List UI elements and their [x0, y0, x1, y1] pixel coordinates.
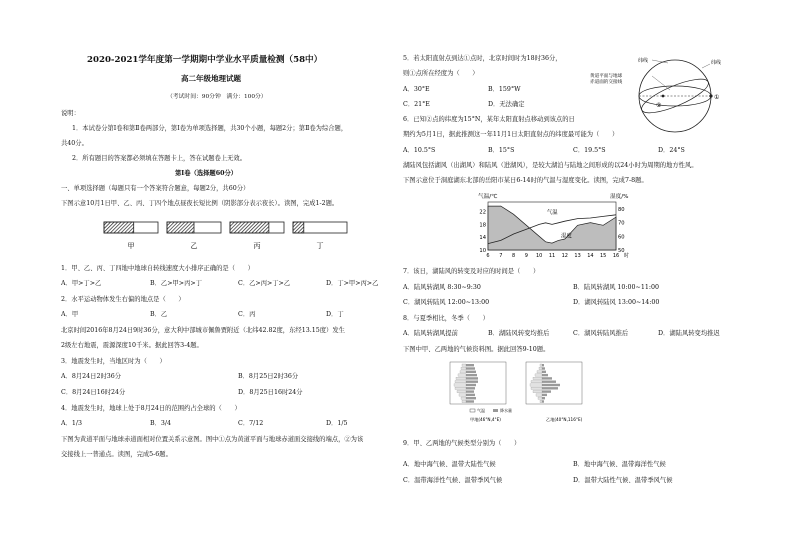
climate-left-prec-bar-6: [466, 381, 478, 383]
climate-right-prec-bar-1: [542, 364, 544, 366]
q8-option-c: C．湖风转陆风推后: [573, 330, 629, 337]
plane-intro-2: 交接线上一普通点。读图，完成5-6题。: [61, 451, 172, 458]
legend-prec-label: 降水量: [500, 408, 512, 413]
q1-option-a: A．甲>丁>乙: [61, 280, 102, 287]
x-tick-6: 6: [486, 253, 490, 259]
x-tick-11: 11: [548, 253, 556, 259]
q6-option-d: D．24°S: [658, 147, 685, 154]
y-axis-left-label: 气温/℃: [478, 194, 498, 200]
x-tick-8: 8: [512, 253, 516, 259]
climate-left-prec-bar-12: [466, 400, 474, 402]
climate-right-temp-bar-7: [530, 384, 542, 386]
page-subtitle: 高二年级地理试题: [181, 74, 241, 83]
q9-option-d: D．温带大陆性气候、温带季风气候: [573, 477, 673, 484]
question-6-line1: 6．已知②点的纬度为15°N，某年太阳直射点移动到该点的日: [403, 116, 575, 123]
climate-right-prec-bar-8: [542, 387, 558, 389]
temp-humidity-chart: [468, 184, 638, 264]
climate-right-temp-bar-10: [536, 394, 542, 396]
q9-option-a: A．地中海气候、温带大陆性气候: [403, 461, 496, 468]
daynight-bar-label-3: 丙: [253, 242, 261, 250]
daynight-bar-label-4: 丁: [316, 242, 324, 250]
left-tick-14: 14: [479, 235, 486, 242]
part1-title: 第Ⅰ卷（选择题60分）: [175, 170, 238, 177]
left-tick-10: 10: [479, 248, 486, 254]
daynight-bar-night-1: [104, 222, 134, 233]
q2-option-c: C．丙: [238, 311, 256, 318]
question-5-line2: 则①点所在经度为（ ）: [403, 70, 479, 77]
climate-left-temp-bar-1: [462, 364, 466, 366]
q5-option-c: C．21°E: [403, 101, 430, 108]
point-2-marker: [662, 95, 665, 98]
instruction-1b: 共40分。: [61, 140, 88, 147]
x-tick-10: 10: [536, 253, 543, 259]
x-axis-unit: 时: [624, 253, 630, 259]
climate-right-temp-bar-5: [533, 377, 542, 379]
daynight-bar-label-1: 甲: [127, 242, 135, 250]
climate-left-prec-bar-10: [466, 394, 475, 396]
legend-temp-swatch: [470, 409, 475, 412]
climate-left-temp-bar-3: [460, 371, 466, 373]
y-axis-right-label: 湿度/%: [610, 194, 629, 200]
climate-intro: 下图中甲、乙两地的气候资料图。据此回答9-10题。: [403, 346, 550, 353]
question-9: 9．甲、乙两地的气候类型分别为（ ）: [403, 440, 521, 447]
climate-right-prec-bar-12: [542, 400, 544, 402]
climate-right-prec-bar-7: [542, 384, 560, 386]
x-tick-9: 9: [524, 253, 528, 259]
instructions-label: 说明：: [61, 110, 80, 117]
q6-option-c: C．19.5°S: [573, 147, 606, 154]
q7-option-d: D．湖风转陆风 13:00~14:00: [573, 299, 660, 306]
q4-option-d: D．1/5: [326, 420, 348, 427]
climate-left-prec-bar-4: [466, 374, 477, 376]
q4-option-c: C．7/12: [238, 420, 264, 427]
climate-left-temp-bar-11: [461, 397, 466, 399]
climate-left-temp-bar-9: [457, 390, 466, 392]
q7-option-b: B．陆风转湖风 10:00~11:00: [573, 284, 659, 291]
climate-charts: [448, 358, 618, 424]
instruction-2: 2．所有题目的答案都必须填在答题卡上，答在试题卷上无效。: [72, 155, 247, 162]
climate-left-temp-bar-10: [459, 394, 466, 396]
right-climate-caption: 乙地(40°N,116°E): [546, 417, 583, 422]
climate-left-prec-bar-5: [466, 377, 478, 379]
climate-left-prec-bar-3: [466, 371, 476, 373]
climate-right-temp-bar-6: [531, 381, 542, 383]
climate-left-temp-bar-5: [456, 377, 466, 379]
q5-option-a: A．30°E: [403, 86, 430, 93]
q8-option-d: D．湖陆风转变均推迟: [658, 330, 720, 337]
question-2: 2．水平运动物体发生右偏的地点是（ ）: [61, 296, 185, 303]
legend-prec-swatch: [493, 409, 498, 412]
q6-option-b: B．15°S: [488, 147, 515, 154]
climate-right-prec-bar-2: [542, 367, 545, 369]
exam-info: （考试时间：90分钟 满分：100分）: [167, 94, 267, 100]
climate-left-prec-bar-9: [466, 390, 474, 392]
climate-right-temp-bar-8: [531, 387, 542, 389]
label-point-2: ②: [656, 102, 662, 109]
q3-option-b: B．8月25日2时36分: [238, 373, 299, 380]
question-7: 7．该日，湖陆风的转变及对应的时间是（ ）: [403, 268, 540, 275]
climate-right-prec-bar-9: [542, 390, 551, 392]
label-latitude-right: 纬线: [711, 60, 722, 66]
label-latitude-top: 纬线: [638, 58, 649, 64]
climate-left-prec-bar-8: [466, 387, 475, 389]
climate-right-prec-bar-10: [542, 394, 547, 396]
q1-option-b: B．乙>甲>丙>丁: [150, 280, 202, 287]
left-tick-22: 22: [479, 209, 486, 216]
q2-option-a: A．甲: [61, 311, 79, 318]
q6-option-a: A．10.5°S: [403, 147, 436, 154]
climate-right-prec-bar-5: [542, 377, 552, 379]
instruction-1: 1．本试卷分第Ⅰ卷和第Ⅱ卷两部分，第Ⅰ卷为单项选择题，共30个小题，每题2分；第Ⅱ卷为综合题，: [72, 125, 348, 132]
x-tick-16: 16: [612, 253, 620, 259]
section-title: 一、单项选择题（每题只有一个答案符合题意，每题2分，共60分）: [61, 185, 250, 192]
climate-right-temp-bar-3: [537, 371, 542, 373]
q9-option-c: C．温带海洋性气候、温带季风气候: [403, 477, 503, 484]
daynight-bar-label-2: 乙: [190, 242, 198, 250]
q3-option-d: D．8月25日16时24分: [238, 389, 303, 396]
climate-right-prec-bar-4: [542, 374, 548, 376]
lake-intro-2: 下图示意位于洞庭湖东北部的岳阳市某日6-14时的气温与湿度变化。读图，完成7-8题。: [403, 177, 648, 184]
quake-intro-2: 2级左右地震，震源深度10千米。据此回答3-4题。: [61, 342, 203, 349]
q1-option-c: C．乙>丙>丁>乙: [238, 280, 291, 287]
label-point-1: ①: [714, 94, 720, 101]
climate-right-prec-bar-3: [542, 371, 546, 373]
climate-left-temp-bar-6: [455, 381, 466, 383]
daynight-bar-night-2: [167, 222, 194, 233]
x-tick-14: 14: [587, 253, 594, 259]
question-1: 1．甲、乙、丙、丁四地中地球自转线速度大小排序正确的是（ ）: [61, 265, 254, 272]
climate-right-prec-bar-6: [542, 381, 556, 383]
label-intersect-1: 黄道平面与地球: [590, 74, 623, 79]
climate-right-prec-bar-11: [542, 397, 545, 399]
quake-intro-1: 北京时间2016年8月24日9时36分，意大利中部城市佩鲁贾附近（北纬42.82度，东经13.15度）发生: [61, 327, 345, 334]
globe-diagram: [590, 50, 738, 138]
right-tick-80: 80: [618, 206, 625, 213]
q5-option-d: D．无法确定: [488, 101, 525, 108]
climate-right-temp-bar-1: [540, 364, 542, 366]
climate-right-temp-bar-11: [538, 397, 542, 399]
q1-option-d: D．丁>甲>丙>乙: [326, 280, 379, 287]
question-6-line2: 期约为5月1日，据此推测这一年11月1日太阳直射点的纬度最可能为（ ）: [403, 131, 619, 138]
section-intro: 下图示意10月1日甲、乙、丙、丁四个地点昼夜长短比例（阴影部分表示夜长）。读图，完成1-2题。: [61, 200, 339, 207]
climate-right-temp-bar-2: [539, 367, 542, 369]
climate-left-temp-bar-4: [458, 374, 466, 376]
q7-option-c: C．湖风转陆风 12:00~13:00: [403, 299, 490, 306]
question-3: 3．地震发生时，当地区时为（ ）: [61, 358, 166, 365]
series-label-temperature: 气温: [546, 210, 558, 217]
x-tick-12: 12: [561, 253, 568, 259]
q8-option-b: B．湖陆风转变均推后: [488, 330, 550, 337]
x-tick-13: 13: [574, 253, 581, 259]
q5-option-b: B．159°W: [488, 86, 521, 93]
question-5-line1: 5．若太阳直射点到达①点时，北京时间时为18时36分，: [403, 55, 562, 62]
daynight-bar-night-4: [293, 222, 304, 233]
q3-option-a: A．8月24日2时36分: [61, 373, 122, 380]
x-tick-7: 7: [499, 253, 503, 259]
climate-left-temp-bar-12: [462, 400, 466, 402]
right-tick-60: 60: [618, 234, 625, 241]
climate-left-prec-bar-7: [466, 384, 476, 386]
point-1-marker: [709, 94, 712, 97]
q8-option-a: A．陆风转湖风提前: [403, 330, 458, 337]
q4-option-a: A．1/3: [61, 420, 82, 427]
climate-left-temp-bar-2: [461, 367, 466, 369]
q2-option-d: D．丁: [326, 311, 344, 318]
question-4: 4．地震发生时，地球上处于8月24日的范围约占全球的（ ）: [61, 405, 241, 412]
climate-left-temp-bar-7: [454, 384, 466, 386]
climate-left-temp-bar-8: [455, 387, 466, 389]
q4-option-b: B．3/4: [150, 420, 172, 427]
left-climate-caption: 甲地(46°N,4°E): [470, 417, 501, 422]
q2-option-b: B．乙: [150, 311, 168, 318]
q7-option-a: A．陆风转湖风 8:30~9:30: [403, 284, 481, 291]
page-title: 2020-2021学年度第一学期期中学业水平质量检测（58中）: [87, 55, 323, 65]
lake-intro-1: 湖陆风包括湖风（出湖风）和陆风（进湖风），是较大湖泊与陆地之间形成的以24小时为周期的地方性风。: [403, 162, 698, 169]
climate-left-prec-bar-2: [466, 367, 475, 369]
right-tick-70: 70: [618, 220, 625, 227]
daynight-bar-night-3: [230, 222, 269, 233]
series-label-humidity: 湿度: [560, 233, 572, 240]
plane-intro-1: 下图为黄道平面与地球赤道面相对位置关系示意图。图中①点为黄道平面与地球赤道面交接线的端点，②为该: [61, 436, 364, 443]
daynight-bars-figure: [100, 218, 350, 252]
climate-right-temp-bar-9: [533, 390, 542, 392]
right-tick-50: 50: [618, 248, 625, 254]
x-tick-15: 15: [600, 253, 607, 259]
q9-option-b: B．地中海气候、温带海洋性气候: [573, 461, 666, 468]
climate-right-temp-bar-4: [535, 374, 542, 376]
climate-right-temp-bar-12: [540, 400, 542, 402]
leader-line-right: [702, 64, 710, 68]
question-8: 8．与夏季相比，冬季（ ）: [403, 315, 489, 322]
legend-temp-label: 气温: [477, 408, 485, 413]
climate-left-prec-bar-1: [466, 364, 474, 366]
q3-option-c: C．8月24日16时24分: [61, 389, 126, 396]
label-intersect-2: 赤道面的交接线: [590, 80, 623, 85]
climate-left-prec-bar-11: [466, 397, 476, 399]
left-tick-18: 18: [479, 222, 486, 229]
